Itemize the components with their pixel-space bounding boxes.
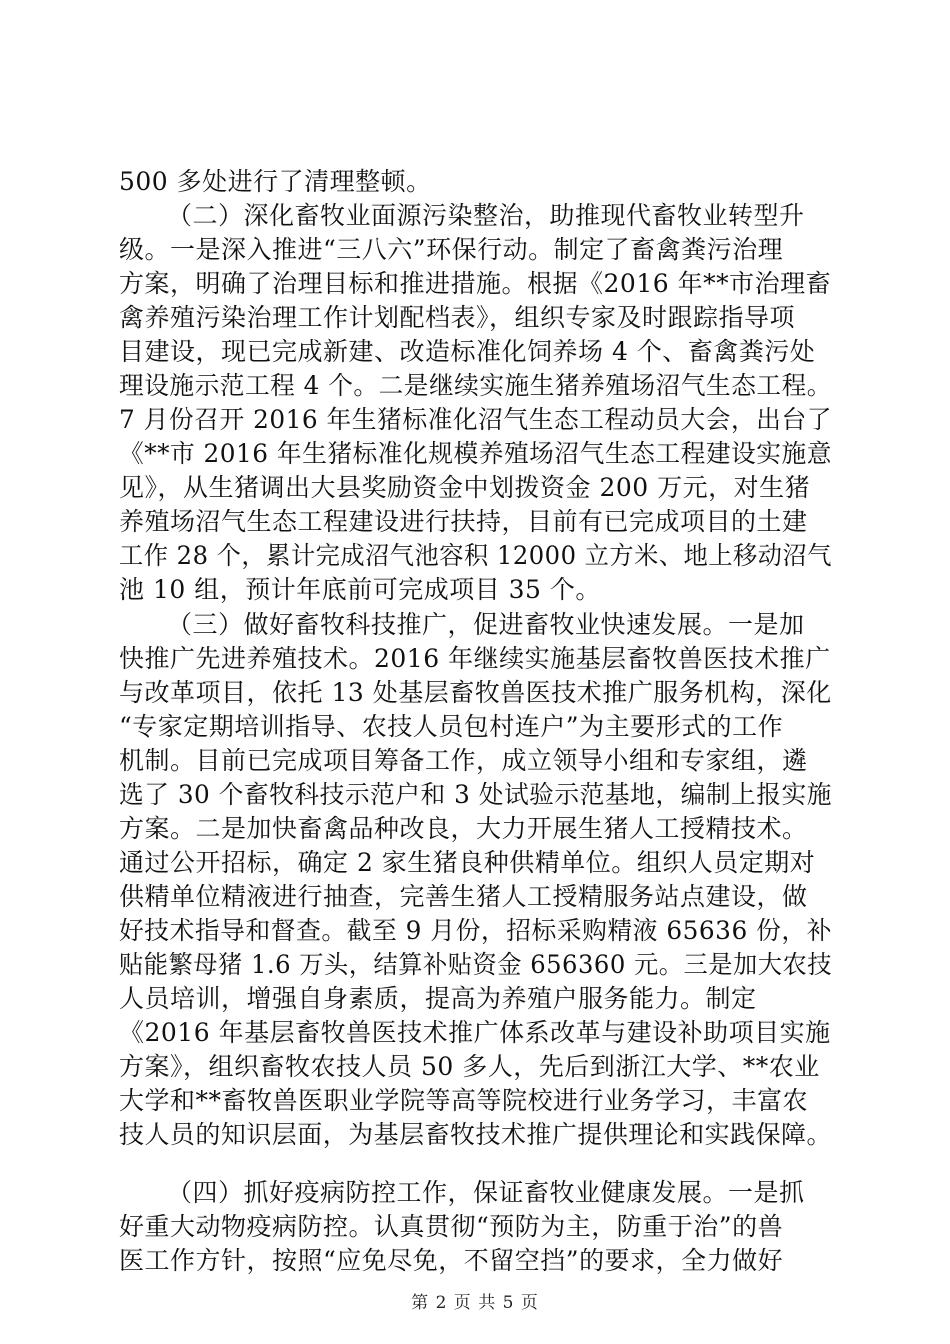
- text-line: 机制。目前已完成项目筹备工作，成立领导小组和专家组，遴: [119, 746, 808, 775]
- text-line: 工作 28 个，累计完成沼气池容积 12000 立方米、地上移动沼气: [119, 541, 832, 570]
- text-line: 技人员的知识层面，为基层畜牧技术推广提供理论和实践保障。: [119, 1120, 832, 1149]
- text-line: 好重大动物疫病防控。认真贯彻“预防为主，防重于治”的兽: [119, 1212, 784, 1241]
- text-line: 方案，明确了治理目标和推进措施。根据《2016 年**市治理畜: [119, 269, 832, 298]
- text-line: “专家定期培训指导、农技人员包村连户”为主要形式的工作: [119, 712, 784, 741]
- text-line: （四）抓好疫病防控工作，保证畜牧业健康发展。一是抓: [167, 1178, 805, 1207]
- page-number-footer: 第 2 页 共 5 页: [411, 1293, 539, 1313]
- text-line: 选了 30 个畜牧科技示范户和 3 处试验示范基地，编制上报实施: [119, 780, 832, 809]
- text-line: 供精单位精液进行抽查，完善生猪人工授精服务站点建设，做: [119, 882, 808, 911]
- text-line: 禽养殖污染治理工作计划配档表》，组织专家及时跟踪指导项: [119, 303, 796, 332]
- text-line: 人员培训，增强自身素质，提高为养殖户服务能力。制定: [119, 984, 757, 1013]
- text-line: 方案。二是加快畜禽品种改良，大力开展生猪人工授精技术。: [119, 814, 808, 843]
- text-line: 理设施示范工程 4 个。二是继续实施生猪养殖场沼气生态工程。: [119, 371, 832, 400]
- text-line: 通过公开招标，确定 2 家生猪良种供精单位。组织人员定期对: [119, 848, 816, 877]
- text-line: （三）做好畜牧科技推广，促进畜牧业快速发展。一是加: [167, 610, 805, 639]
- text-line: 贴能繁母猪 1.6 万头，结算补贴资金 656360 元。三是加大农技: [119, 950, 832, 979]
- text-line: （二）深化畜牧业面源污染整治，助推现代畜牧业转型升: [167, 201, 805, 230]
- text-line: 目建设，现已完成新建、改造标准化饲养场 4 个、畜禽粪污处: [119, 337, 816, 366]
- text-line: 养殖场沼气生态工程建设进行扶持，目前有已完成项目的土建: [119, 507, 808, 536]
- text-line: 池 10 组，预计年底前可完成项目 35 个。: [119, 575, 601, 604]
- text-line: 快推广先进养殖技术。2016 年继续实施基层畜牧兽医技术推广: [119, 644, 831, 673]
- text-line: 医工作方针，按照“应免尽免，不留空挡”的要求，全力做好: [119, 1246, 784, 1275]
- text-line: 好技术指导和督查。截至 9 月份，招标采购精液 65636 份，补: [119, 916, 832, 945]
- text-line: 级。一是深入推进“三八六”环保行动。制定了畜禽粪污治理: [119, 235, 784, 264]
- text-line: 大学和**畜牧兽医职业学院等高等院校进行业务学习，丰富农: [119, 1086, 809, 1115]
- text-line: 与改革项目，依托 13 处基层畜牧兽医技术推广服务机构，深化: [119, 678, 832, 707]
- text-line: 《2016 年基层畜牧兽医技术推广体系改革与建设补助项目实施: [119, 1018, 831, 1047]
- text-line: 见》，从生猪调出大县奖励资金中划拨资金 200 万元，对生猪: [119, 473, 811, 502]
- text-line: 《**市 2016 年生猪标准化规模养殖场沼气生态工程建设实施意: [119, 439, 832, 468]
- text-line: 500 多处进行了清理整顿。: [119, 167, 432, 196]
- text-line: 7 月份召开 2016 年生猪标准化沼气生态工程动员大会，出台了: [119, 405, 832, 434]
- text-line: 方案》，组织畜牧农技人员 50 多人，先后到浙江大学、**农业: [119, 1052, 820, 1081]
